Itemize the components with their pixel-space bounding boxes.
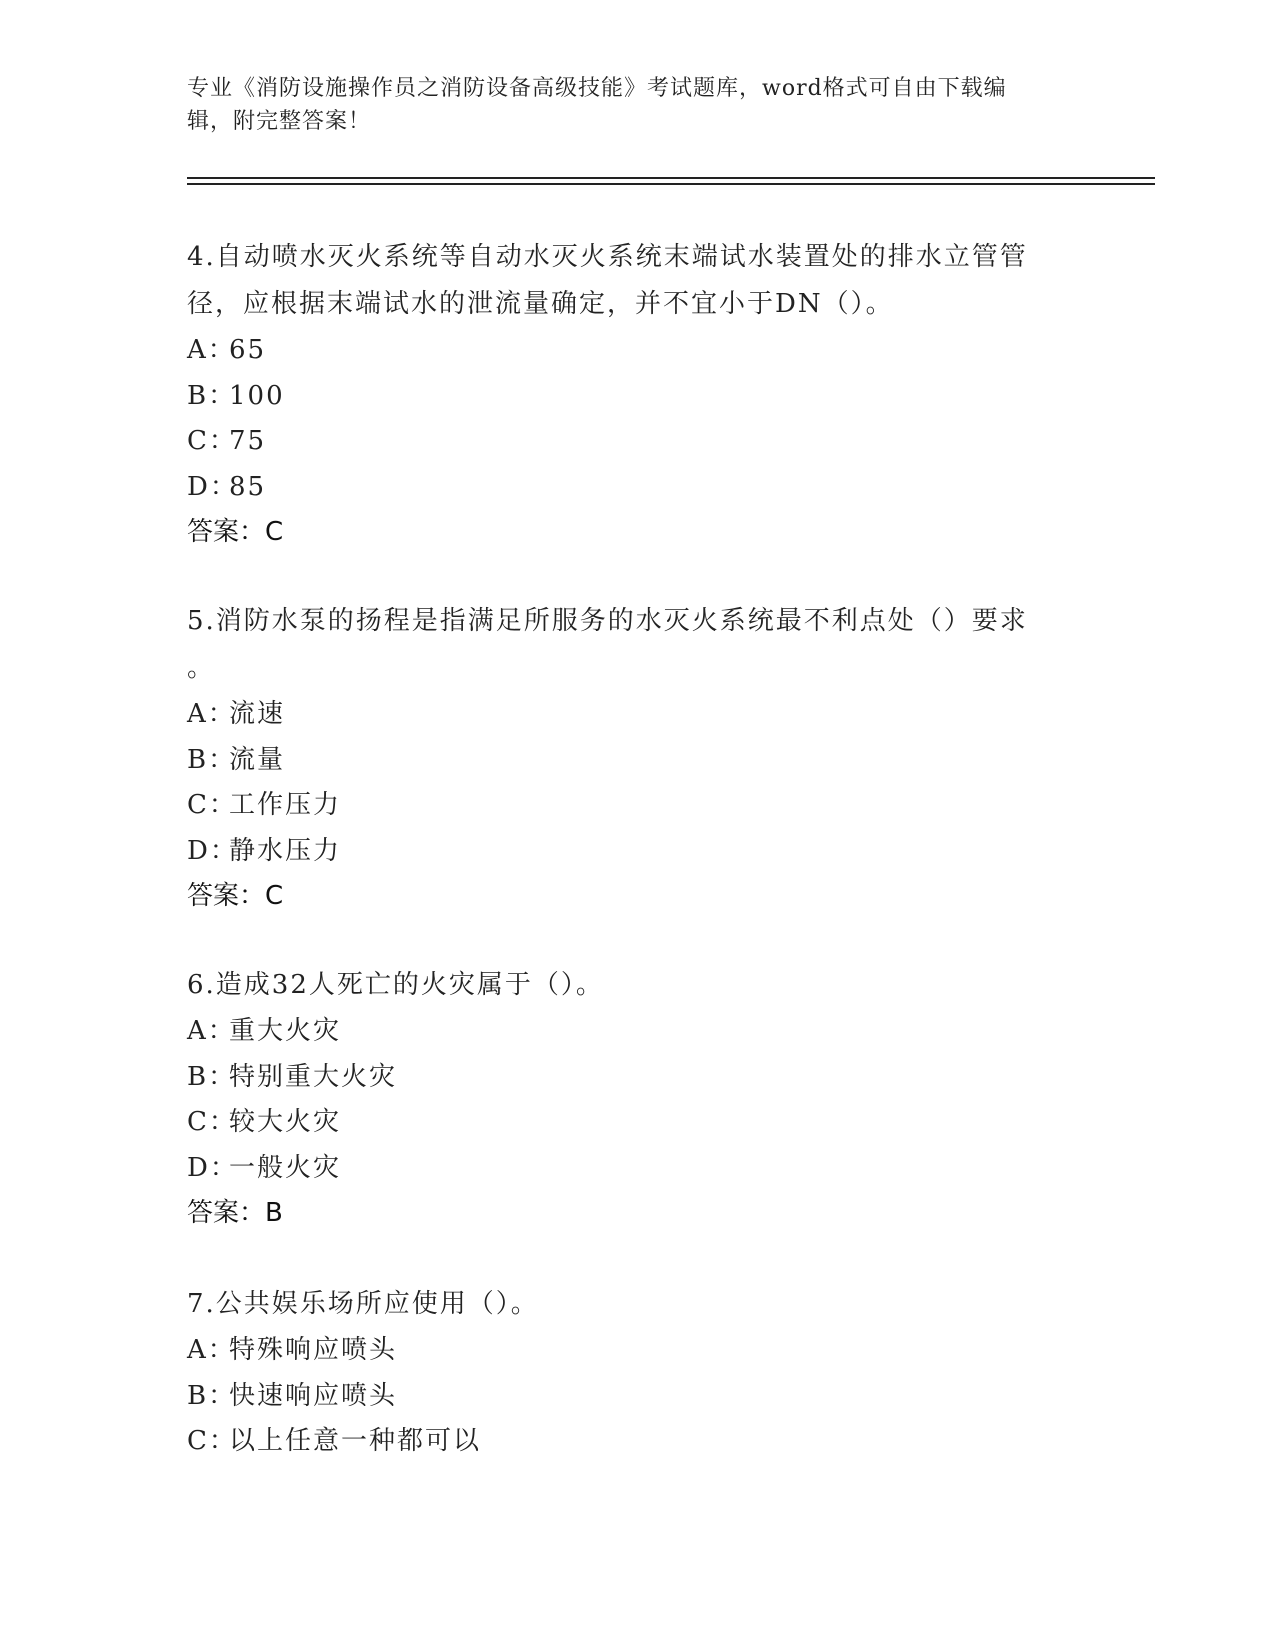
option-c (187, 1419, 1067, 1465)
header-line-2: 辑，附完整答案！ (187, 109, 372, 134)
option-letter: B： (187, 380, 237, 411)
option-c (187, 783, 1067, 829)
question-stem-line: 5.消防水泵的扬程是指满足所服务的水灭火系统最不利点处（）要求 (187, 606, 1028, 636)
option-text: 较大火灾 (229, 1107, 342, 1137)
option-a (187, 692, 1067, 738)
option-letter: A： (187, 335, 236, 365)
option-b (187, 1374, 1067, 1420)
option-text: 特殊响应喷头 (229, 1335, 398, 1365)
question-4 (187, 234, 1067, 556)
header-line-1: 专业《消防设施操作员之消防设备高级技能》考试题库，word格式可自由下载编 (187, 76, 1007, 101)
option-a (187, 1009, 1067, 1055)
option-letter: D： (187, 1152, 238, 1183)
option-b (187, 738, 1067, 784)
option-letter: D： (187, 471, 238, 502)
question-stem-line: 4.自动喷水灭火系统等自动水灭火系统末端试水装置处的排水立管管 (187, 242, 1028, 272)
answer-line: 答案：C (187, 881, 284, 911)
option-letter: A： (187, 699, 236, 729)
option-text: 85 (229, 471, 267, 502)
option-letter: A： (187, 1335, 236, 1365)
option-b (187, 374, 1067, 420)
option-text: 一般火灾 (229, 1152, 342, 1183)
document-header (187, 72, 1067, 138)
question-stem-line: 。 (187, 653, 216, 683)
option-text: 静水压力 (229, 835, 342, 866)
option-text: 以上任意一种都可以 (229, 1426, 482, 1456)
header-divider-top (187, 177, 1155, 179)
option-d (187, 465, 1067, 511)
option-letter: A： (187, 1016, 236, 1046)
header-divider-bottom (187, 183, 1155, 185)
option-letter: D： (187, 835, 238, 866)
option-d (187, 829, 1067, 875)
option-text: 快速响应喷头 (229, 1380, 398, 1411)
option-letter: B： (187, 1061, 237, 1092)
answer-line: 答案：C (187, 517, 284, 547)
option-text: 流量 (229, 744, 286, 775)
option-text: 100 (229, 380, 285, 411)
option-text: 特别重大火灾 (229, 1061, 398, 1092)
option-a (187, 1328, 1067, 1374)
option-c (187, 1100, 1067, 1146)
option-letter: C： (187, 1107, 237, 1137)
option-letter: B： (187, 1380, 237, 1411)
option-letter: C： (187, 426, 237, 456)
question-stem-line: 7.公共娱乐场所应使用（）。 (187, 1289, 539, 1319)
option-text: 75 (229, 426, 267, 456)
option-text: 65 (229, 335, 267, 365)
option-a (187, 328, 1067, 374)
option-letter: C： (187, 790, 237, 820)
question-5 (187, 598, 1067, 920)
option-c (187, 419, 1067, 465)
option-text: 流速 (229, 699, 286, 729)
option-text: 重大火灾 (229, 1016, 342, 1046)
answer-line: 答案：B (187, 1198, 283, 1228)
option-d (187, 1146, 1067, 1192)
question-stem-line: 径，应根据末端试水的泄流量确定，并不宜小于DN（）。 (187, 289, 894, 319)
question-6 (187, 962, 1067, 1237)
question-7 (187, 1281, 1067, 1465)
option-letter: C： (187, 1426, 237, 1456)
option-b (187, 1055, 1067, 1101)
question-stem-line: 6.造成32人死亡的火灾属于（）。 (187, 970, 604, 1000)
option-text: 工作压力 (229, 790, 342, 820)
option-letter: B： (187, 744, 237, 775)
